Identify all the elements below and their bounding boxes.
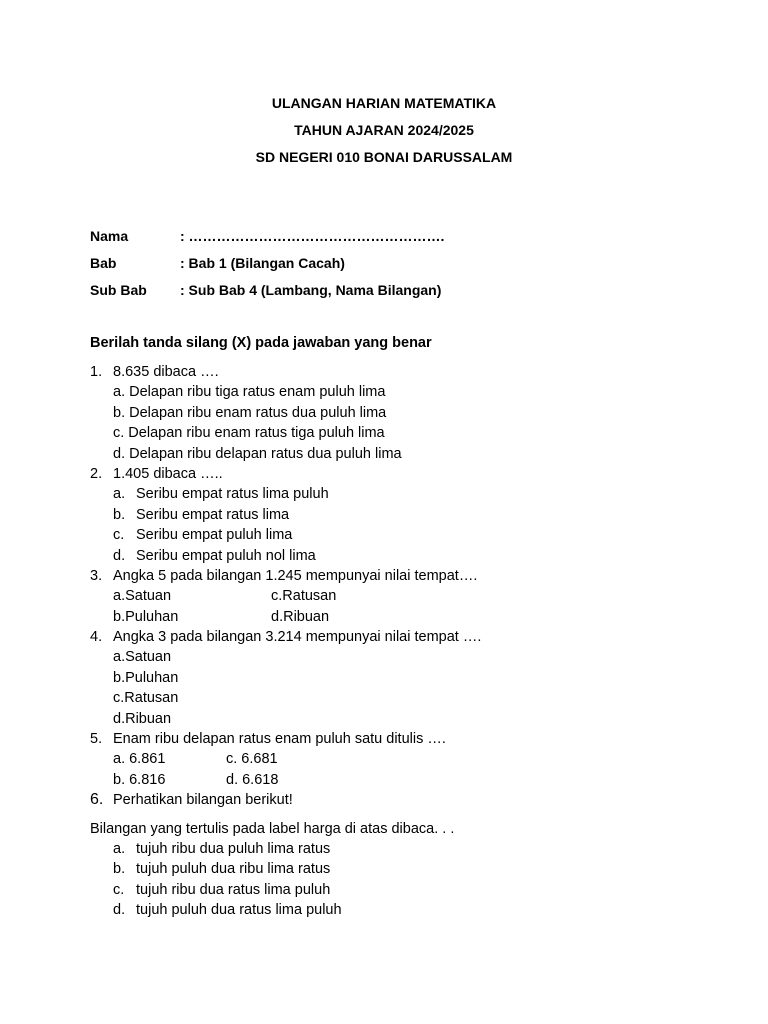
- option: [90, 505, 730, 525]
- question-3: [90, 566, 730, 586]
- question-2: [90, 464, 730, 484]
- option-letter: c.: [113, 881, 125, 898]
- option: c.Ratusan: [113, 690, 179, 707]
- option-letter: a.: [113, 840, 126, 857]
- info-key: Nama: [90, 228, 129, 244]
- info-key: Sub Bab: [90, 282, 147, 298]
- option: [90, 484, 730, 504]
- option-letter: c.: [113, 527, 125, 544]
- option-text: Seribu empat ratus lima: [136, 506, 290, 523]
- option: c. 6.681: [226, 751, 278, 768]
- header-title: ULANGAN HARIAN MATEMATIKA: [271, 95, 497, 111]
- question-4: [90, 627, 730, 647]
- student-info: [90, 227, 444, 308]
- option: b. Delapan ribu enam ratus dua puluh lima: [113, 404, 387, 421]
- option: [90, 525, 730, 545]
- option-letter: d.: [113, 902, 126, 919]
- option: a.Satuan: [113, 649, 172, 666]
- question-text: Enam ribu delapan ratus enam puluh satu ditulis ….: [113, 731, 446, 748]
- question-number: 6.: [90, 791, 104, 809]
- option: d.Ribuan: [113, 710, 172, 727]
- option: b.Puluhan: [113, 608, 179, 625]
- header-school-name: SD NEGERI 010 BONAI DARUSSALAM: [255, 149, 513, 165]
- option-text: tujuh puluh dua ratus lima puluh: [136, 902, 342, 919]
- option: d. 6.618: [226, 771, 279, 788]
- question-6: [90, 790, 730, 810]
- option-row: [90, 770, 730, 790]
- option-letter: d.: [113, 547, 126, 564]
- option: b. 6.816: [113, 771, 166, 788]
- info-value: : Sub Bab 4 (Lambang, Nama Bilangan): [180, 282, 442, 298]
- question-text: 8.635 dibaca ….: [113, 364, 219, 380]
- info-row-sub-bab: [90, 281, 444, 308]
- option-row: [90, 607, 730, 627]
- option-letter: b.: [113, 861, 126, 878]
- question-number: 3.: [90, 567, 103, 584]
- question-number: 1.: [90, 364, 103, 380]
- option: c. Delapan ribu enam ratus tiga puluh lima: [113, 425, 385, 442]
- option: c.Ratusan: [271, 588, 337, 605]
- question-number: 5.: [90, 731, 103, 748]
- option-letter: b.: [113, 506, 126, 523]
- option: d. Delapan ribu delapan ratus dua puluh lima: [113, 445, 402, 462]
- option: b.Puluhan: [113, 669, 179, 686]
- question-list: [90, 362, 730, 921]
- option-text: tujuh ribu dua ratus lima puluh: [136, 881, 331, 898]
- option-text: tujuh puluh dua ribu lima ratus: [136, 861, 331, 878]
- option-row: [90, 749, 730, 769]
- info-key: Bab: [90, 255, 117, 271]
- info-row-bab: [90, 254, 444, 281]
- option: [90, 900, 730, 920]
- option: [90, 859, 730, 879]
- option: [90, 546, 730, 566]
- question-text: Angka 3 pada bilangan 3.214 mempunyai nilai tempat ….: [113, 629, 482, 646]
- question-text: Perhatikan bilangan berikut!: [113, 792, 293, 809]
- info-value: : ……………………………………………….: [180, 228, 445, 244]
- document-header: [0, 93, 768, 174]
- info-value: : Bab 1 (Bilangan Cacah): [180, 255, 345, 271]
- option-row: [90, 586, 730, 606]
- question-number: 2.: [90, 465, 103, 482]
- option: a.Satuan: [113, 588, 172, 605]
- question-paragraph: Bilangan yang tertulis pada label harga di atas dibaca. . .: [90, 820, 455, 837]
- option: a. Delapan ribu tiga ratus enam puluh lima: [113, 384, 386, 401]
- instruction-text: Berilah tanda silang (X) pada jawaban yang benar: [90, 335, 432, 351]
- question-text: 1.405 dibaca …..: [113, 465, 223, 482]
- question-number: 4.: [90, 629, 103, 646]
- option: a. 6.861: [113, 751, 166, 768]
- question-text: Angka 5 pada bilangan 1.245 mempunyai nilai tempat….: [113, 567, 478, 584]
- option-text: Seribu empat puluh nol lima: [136, 547, 316, 564]
- info-row-name: [90, 227, 444, 254]
- option-text: tujuh ribu dua puluh lima ratus: [136, 840, 331, 857]
- option-letter: a.: [113, 486, 126, 503]
- option: d.Ribuan: [271, 608, 330, 625]
- question-5: [90, 729, 730, 749]
- option: [90, 880, 730, 900]
- option-text: Seribu empat puluh lima: [136, 527, 293, 544]
- option-text: Seribu empat ratus lima puluh: [136, 486, 329, 503]
- header-school-year: TAHUN AJARAN 2024/2025: [294, 122, 474, 138]
- question-1: [90, 362, 730, 382]
- option: [90, 839, 730, 859]
